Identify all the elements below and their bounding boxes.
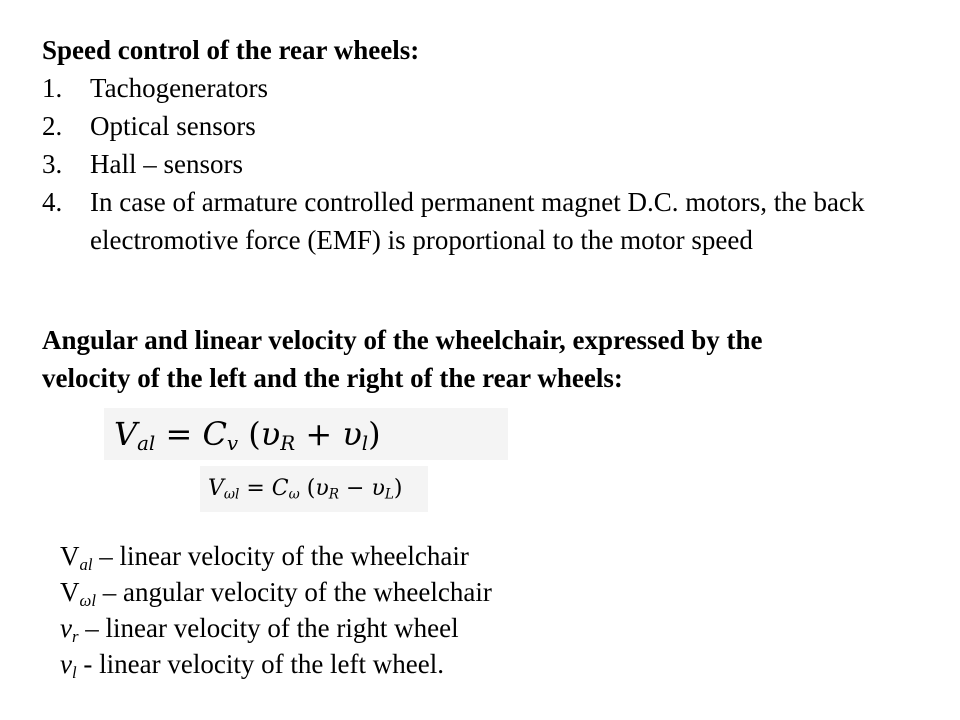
definition-item	[60, 538, 492, 574]
formula-symbol: C	[271, 476, 289, 501]
linear-velocity-formula	[104, 408, 508, 460]
formula-equals: =	[246, 476, 265, 501]
formula-subscript: l	[361, 431, 369, 455]
formula-symbol: V	[208, 476, 224, 501]
list-item-text: In case of armature controlled permanent magnet D.C. motors, the back electromotive force (EMF) is proportional to the motor speed	[90, 187, 865, 255]
formula-paren: (	[248, 415, 261, 453]
formula-symbol: υ	[342, 415, 362, 453]
list-item	[42, 69, 922, 107]
definition-text: linear velocity of the wheelchair	[119, 541, 469, 571]
definition-subscript: ωl	[79, 591, 96, 611]
definition-symbol: v	[60, 649, 72, 679]
formula-subscript: L	[384, 486, 394, 503]
definition-symbol: v	[60, 613, 72, 643]
formula-paren: (	[306, 476, 316, 501]
definition-separator: -	[76, 649, 100, 679]
speed-control-heading: Speed control of the rear wheels:	[42, 35, 420, 65]
definition-item	[60, 574, 492, 610]
angular-velocity-formula	[200, 466, 428, 512]
definition-separator: –	[92, 541, 120, 571]
definition-item	[60, 646, 492, 682]
definition-item	[60, 610, 492, 646]
list-item-text: Hall – sensors	[90, 149, 243, 179]
formula-subscript: al	[137, 431, 156, 455]
definition-symbol: V	[60, 541, 80, 571]
formula-subscript: R	[328, 486, 339, 503]
list-item-text: Optical sensors	[90, 111, 256, 141]
list-item-number: 4.	[42, 187, 63, 217]
formula-paren: )	[393, 476, 403, 501]
formula-operator: −	[346, 476, 365, 501]
formula-symbol: υ	[371, 476, 385, 501]
formula-paren: )	[368, 415, 381, 453]
formula-operator: +	[305, 415, 333, 453]
list-item-number: 2.	[42, 111, 63, 141]
formula-subscript: v	[226, 431, 239, 455]
list-item-number: 1.	[42, 73, 63, 103]
variable-definitions	[60, 538, 492, 682]
formula-symbol: C	[202, 415, 227, 453]
formula-subscript: R	[280, 431, 296, 455]
formula-equals: =	[165, 415, 193, 453]
formula-symbol: V	[114, 415, 138, 453]
definition-separator: –	[78, 613, 106, 643]
formula-subscript: ω	[288, 486, 300, 503]
list-item	[42, 107, 922, 145]
list-item	[42, 183, 922, 259]
definition-symbol: V	[60, 577, 80, 607]
definition-text: linear velocity of the right wheel	[105, 613, 459, 643]
velocity-heading-line2: velocity of the left and the right of the rear wheels:	[42, 363, 623, 393]
definition-subscript: l	[71, 663, 77, 683]
formula-symbol: υ	[260, 415, 281, 453]
definition-text: linear velocity of the left wheel.	[99, 649, 444, 679]
definition-subscript: al	[79, 555, 93, 575]
definition-text: angular velocity of the wheelchair	[122, 577, 492, 607]
formula-subscript: ωl	[223, 486, 240, 503]
definition-subscript: r	[71, 627, 79, 647]
definition-separator: –	[95, 577, 123, 607]
velocity-heading	[42, 321, 763, 397]
list-item-text: Tachogenerators	[90, 73, 269, 103]
list-item-number: 3.	[42, 149, 63, 179]
speed-sensor-list	[42, 69, 922, 259]
list-item	[42, 145, 922, 183]
velocity-heading-line1: Angular and linear velocity of the wheelchair, expressed by the	[42, 325, 763, 355]
formula-symbol: υ	[315, 476, 329, 501]
